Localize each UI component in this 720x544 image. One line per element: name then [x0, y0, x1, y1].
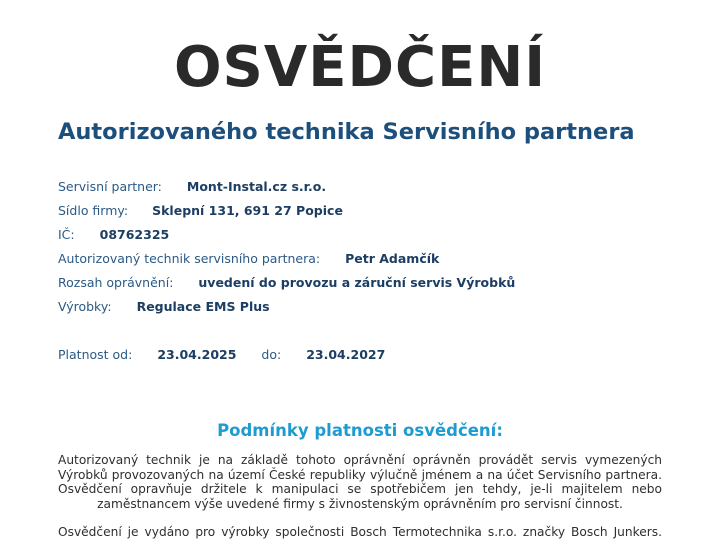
- conditions-heading: Podmínky platnosti osvědčení:: [217, 421, 503, 440]
- field-label: Autorizovaný technik servisního partnera:: [58, 251, 321, 266]
- field-value: Petr Adamčík: [345, 251, 440, 266]
- field-label: Servisní partner:: [58, 179, 162, 194]
- validity-from-label: Platnost od:: [58, 347, 133, 362]
- field-label: Sídlo firmy:: [58, 203, 129, 218]
- field-service-partner: [58, 179, 326, 195]
- field-company-seat: [58, 203, 343, 219]
- field-authorized-technician: [58, 251, 439, 267]
- validity-to-label: do:: [261, 347, 282, 362]
- field-company-id: [58, 227, 169, 243]
- field-value: 08762325: [99, 227, 170, 242]
- validity-from-value: 23.04.2025: [157, 347, 237, 362]
- field-products: [58, 299, 270, 315]
- field-value: uvedení do provozu a záruční servis Výrobků: [198, 275, 516, 290]
- field-value: Regulace EMS Plus: [136, 299, 270, 314]
- certificate-title: OSVĚDČENÍ: [173, 35, 547, 100]
- field-label: Výrobky:: [58, 299, 112, 314]
- conditions-paragraph: Autorizovaný technik je na základě tohoto oprávnění oprávněn provádět servis vymezených Výrobků provozovaných na území České republiky výlučně jménem a na účet Servisního partnera. Osvědčení opravňuje držitele k manipulaci se spotřebičem jen tehdy, je-li majitelem nebo zaměstnancem výše uvedené firmy s živnostenským oprávněním pro servisní činnost.: [58, 453, 662, 511]
- products-statement: Osvědčení je vydáno pro výrobky společnosti Bosch Termotechnika s.r.o. značky Bosch Junkers.: [58, 525, 662, 539]
- field-label: Rozsah oprávnění:: [58, 275, 174, 290]
- certificate-subtitle: Autorizovaného technika Servisního partnera: [58, 119, 635, 145]
- field-value: Sklepní 131, 691 27 Popice: [152, 203, 343, 218]
- field-value: Mont-Instal.cz s.r.o.: [186, 179, 327, 194]
- field-authorization-scope: [58, 275, 515, 291]
- validity-to-value: 23.04.2027: [306, 347, 386, 362]
- field-label: IČ:: [58, 227, 75, 242]
- field-validity: [58, 347, 385, 363]
